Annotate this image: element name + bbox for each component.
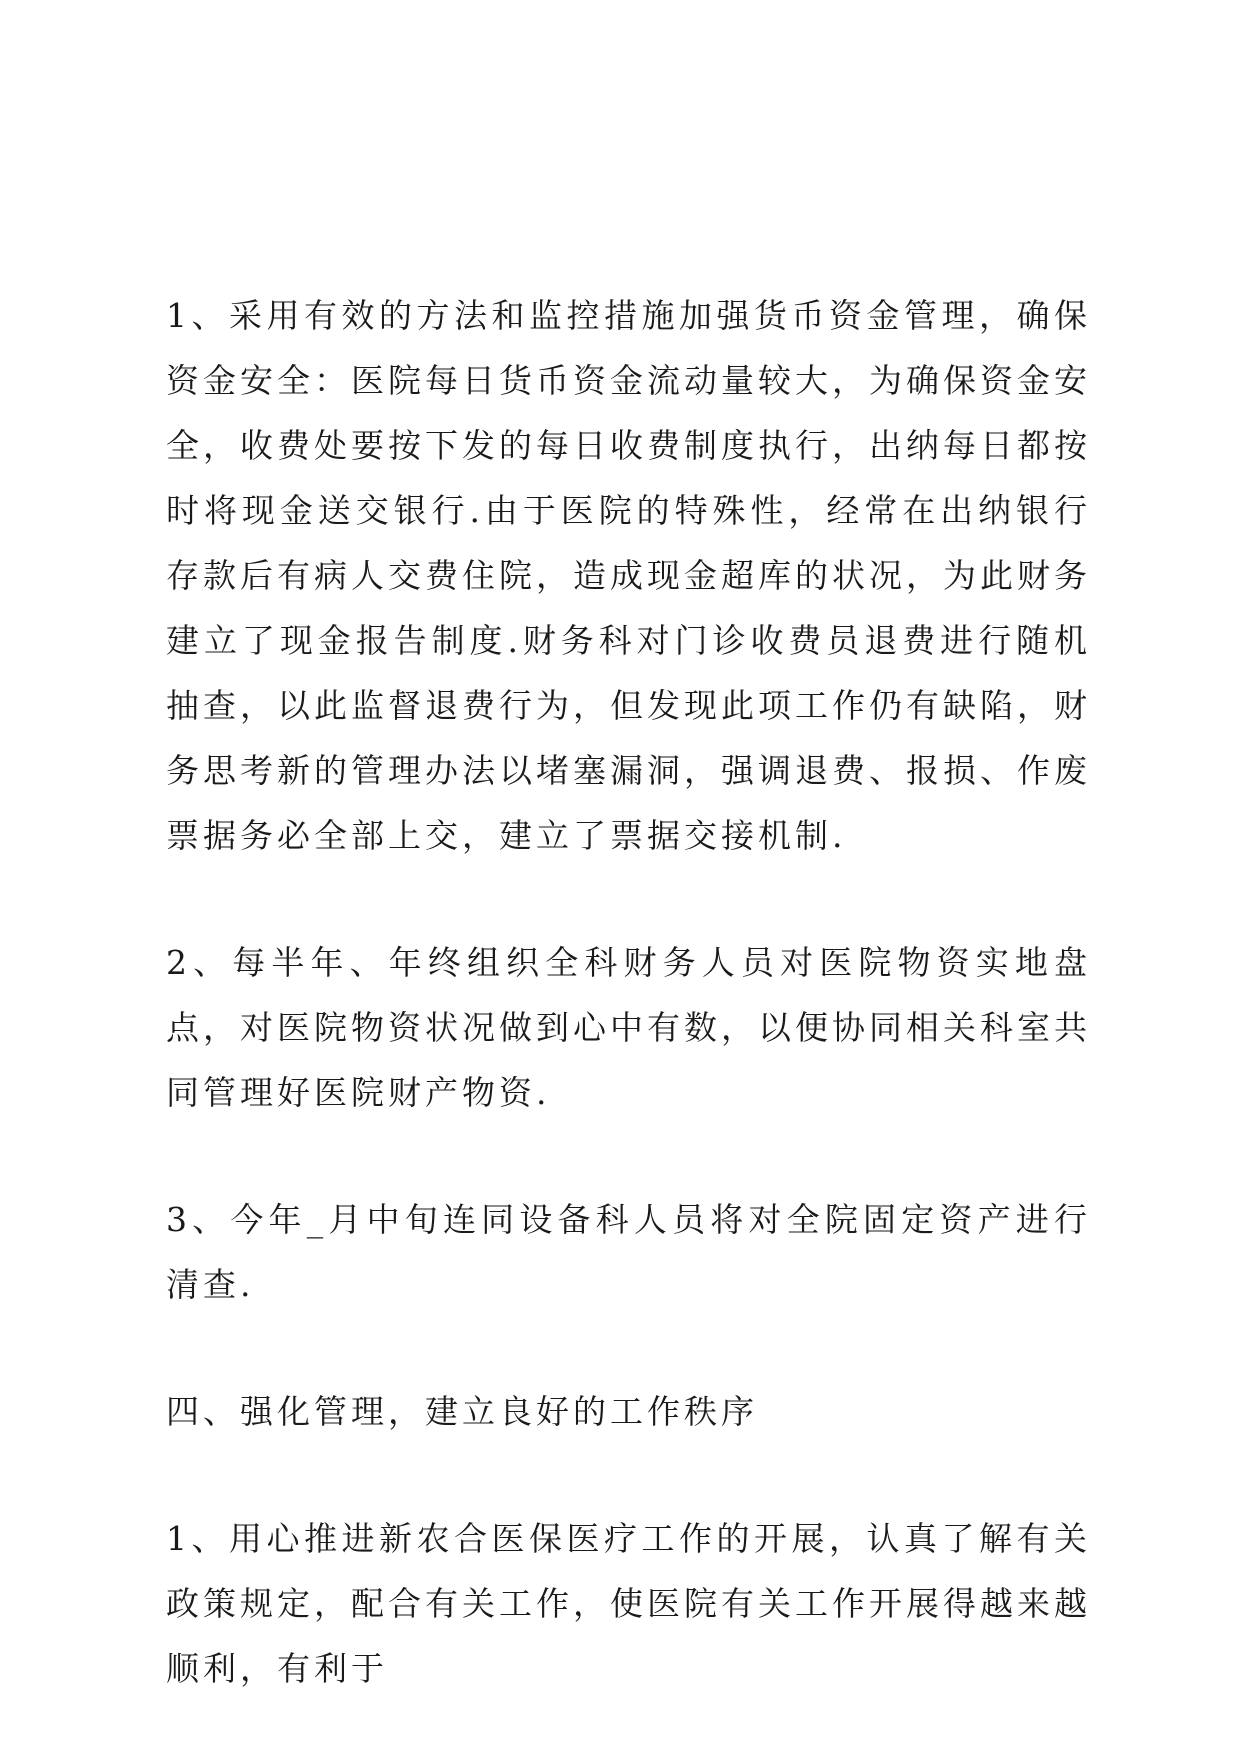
paragraph-spacer [166, 868, 1091, 930]
paragraph-insurance-work: 1、用心推进新农合医保医疗工作的开展，认真了解有关政策规定，配合有关工作，使医院有关工作开展得越来越顺利，有利于 [166, 1519, 1091, 1688]
document-body [166, 283, 1091, 1701]
paragraph-spacer [166, 1125, 1091, 1187]
paragraph-fixed-asset-check: 3、今年_月中旬连同设备科人员将对全院固定资产进行清查. [166, 1200, 1091, 1304]
paragraph-spacer [166, 1444, 1091, 1506]
paragraph-asset-inventory: 2、每半年、年终组织全科财务人员对医院物资实地盘点，对医院物资状况做到心中有数，以便协同相关科室共同管理好医院财产物资. [166, 943, 1091, 1112]
section-heading: 四、强化管理，建立良好的工作秩序 [166, 1392, 758, 1431]
paragraph-spacer [166, 1317, 1091, 1379]
paragraph-funds-management: 1、采用有效的方法和监控措施加强货币资金管理，确保资金安全：医院每日货币资金流动量较大，为确保资金安全，收费处要按下发的每日收费制度执行，出纳每日都按时将现金送交银行.由于医院的特殊性，经常在出纳银行存款后有病人交费住院，造成现金超库的状况，为此财务建立了现金报告制度.财务科对门诊收费员退费进行随机抽查，以此监督退费行为，但发现此项工作仍有缺陷，财务思考新的管理办法以堵塞漏洞，强调退费、报损、作废票据务必全部上交，建立了票据交接机制. [166, 296, 1091, 855]
